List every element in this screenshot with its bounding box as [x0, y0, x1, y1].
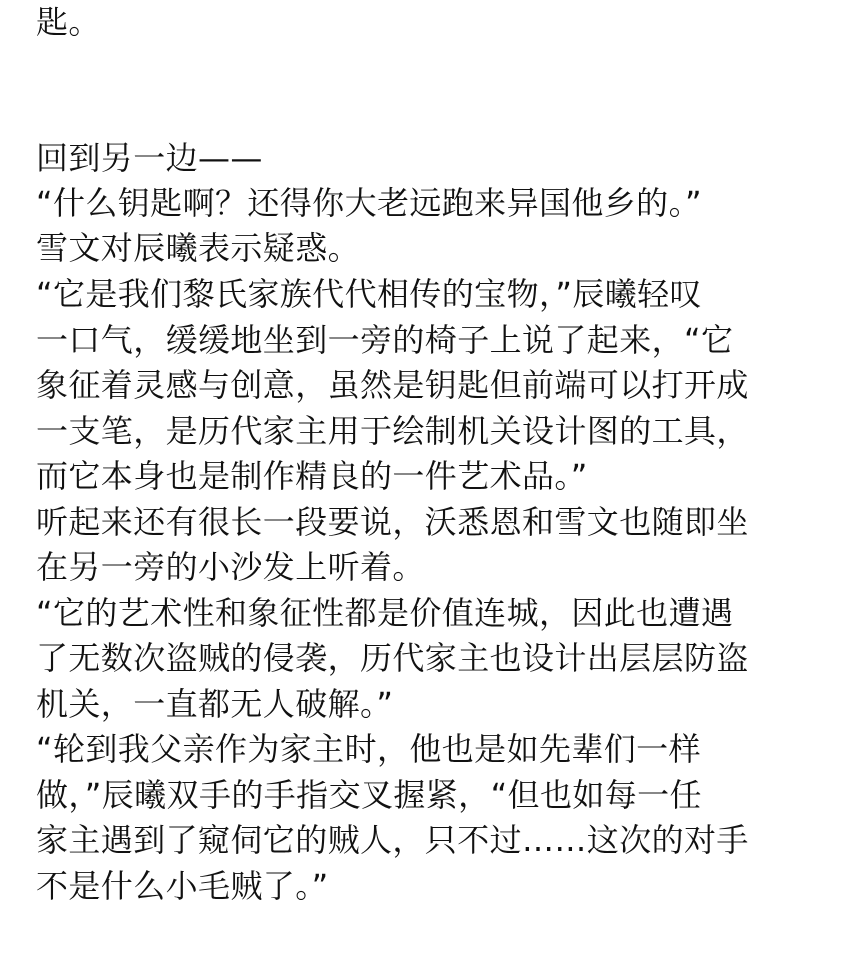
text-line: 在另一旁的小沙发上听着。 [36, 548, 425, 586]
text-line: 匙。 [36, 3, 101, 41]
text-line: 听起来还有很长一段要说，沃悉恩和雪文也随即坐 [36, 503, 749, 541]
text-line: 一口气，缓缓地坐到一旁的椅子上说了起来，“它 [36, 321, 734, 359]
text-line: 机关，一直都无人破解。” [36, 685, 394, 723]
text-line: 雪文对辰曦表示疑惑。 [36, 229, 361, 267]
text-line: 家主遇到了窥伺它的贼人，只不过……这次的对手 [36, 821, 749, 859]
text-line: 而它本身也是制作精良的一件艺术品。” [36, 457, 588, 495]
text-line: 回到另一边—— [36, 139, 263, 177]
text-line: “它是我们黎氏家族代代相传的宝物，”辰曦轻叹 [36, 275, 702, 313]
text-line: “它的艺术性和象征性都是价值连城，因此也遭遇 [36, 594, 734, 632]
text-line: “什么钥匙啊？还得你大老远跑来异国他乡的。” [36, 184, 702, 222]
text-line: 不是什么小毛贼了。” [36, 867, 329, 905]
text-line: 了无数次盗贼的侵袭，历代家主也设计出层层防盗 [36, 639, 749, 677]
text-line: 做，”辰曦双手的手指交叉握紧，“但也如每一任 [36, 776, 702, 814]
text-line: 象征着灵感与创意，虽然是钥匙但前端可以打开成 [36, 366, 749, 404]
text-line: 一支笔，是历代家主用于绘制机关设计图的工具， [36, 412, 749, 450]
text-line: “轮到我父亲作为家主时，他也是如先辈们一样 [36, 730, 701, 768]
